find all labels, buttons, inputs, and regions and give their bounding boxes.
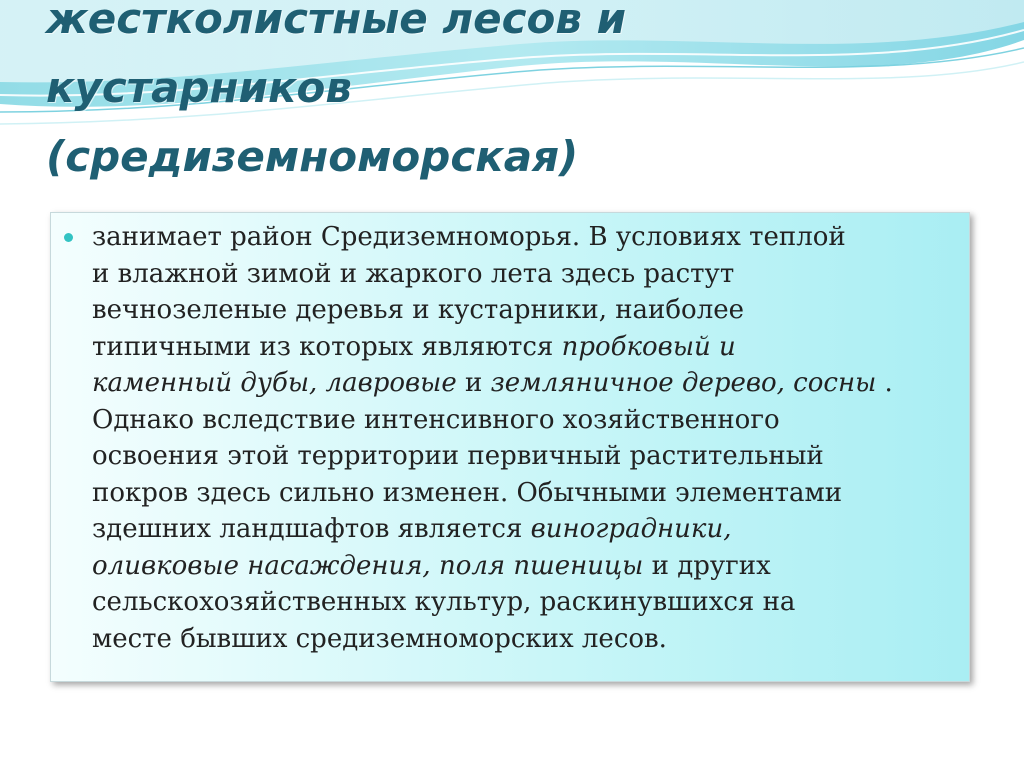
italic-term: земляничное дерево, сосны xyxy=(490,368,877,398)
text-run: здешних ландшафтов является xyxy=(92,514,531,544)
italic-term: каменный дубы, лавровые xyxy=(92,368,457,398)
text-run: Однако вследствие интенсивного хозяйственного xyxy=(92,404,780,435)
text-run: и xyxy=(456,368,491,398)
text-run: месте бывших средиземноморских лесов. xyxy=(92,623,667,654)
body-line xyxy=(92,511,952,548)
italic-term: оливковые насаждения, поля пшеницы xyxy=(92,550,644,581)
body-line xyxy=(92,329,952,366)
title-line: (средиземноморская) xyxy=(46,132,579,181)
text-run: освоения этой территории первичный растительный xyxy=(92,441,824,471)
title-line: жестколистные лесов и xyxy=(46,0,627,43)
body-line xyxy=(92,402,952,439)
body-line xyxy=(92,584,952,621)
body-line xyxy=(92,292,952,329)
italic-term: виноградники, xyxy=(530,514,732,544)
body-line xyxy=(92,256,952,293)
text-run: занимает район Средиземноморья. В условиях теплой xyxy=(92,222,846,252)
text-run: сельскохозяйственных культур, раскинувшихся на xyxy=(92,587,796,617)
body-line xyxy=(92,219,952,256)
text-run: покров здесь сильно изменен. Обычными элементами xyxy=(92,477,843,508)
body-line xyxy=(92,438,952,475)
body-paragraph xyxy=(92,219,952,657)
italic-term: пробковый и xyxy=(561,331,736,362)
text-run: и других xyxy=(643,550,771,581)
body-line xyxy=(92,548,952,585)
text-run: . xyxy=(876,368,893,398)
slide-title xyxy=(46,0,1006,191)
body-line xyxy=(92,621,952,658)
title-line: кустарников xyxy=(46,63,352,112)
bullet-icon xyxy=(64,233,73,242)
body-line xyxy=(92,365,952,402)
text-run: типичными из которых являются xyxy=(92,331,562,362)
body-line xyxy=(92,475,952,512)
text-run: и влажной зимой и жаркого лета здесь растут xyxy=(92,258,735,289)
text-run: вечнозеленые деревья и кустарники, наиболее xyxy=(92,295,744,325)
